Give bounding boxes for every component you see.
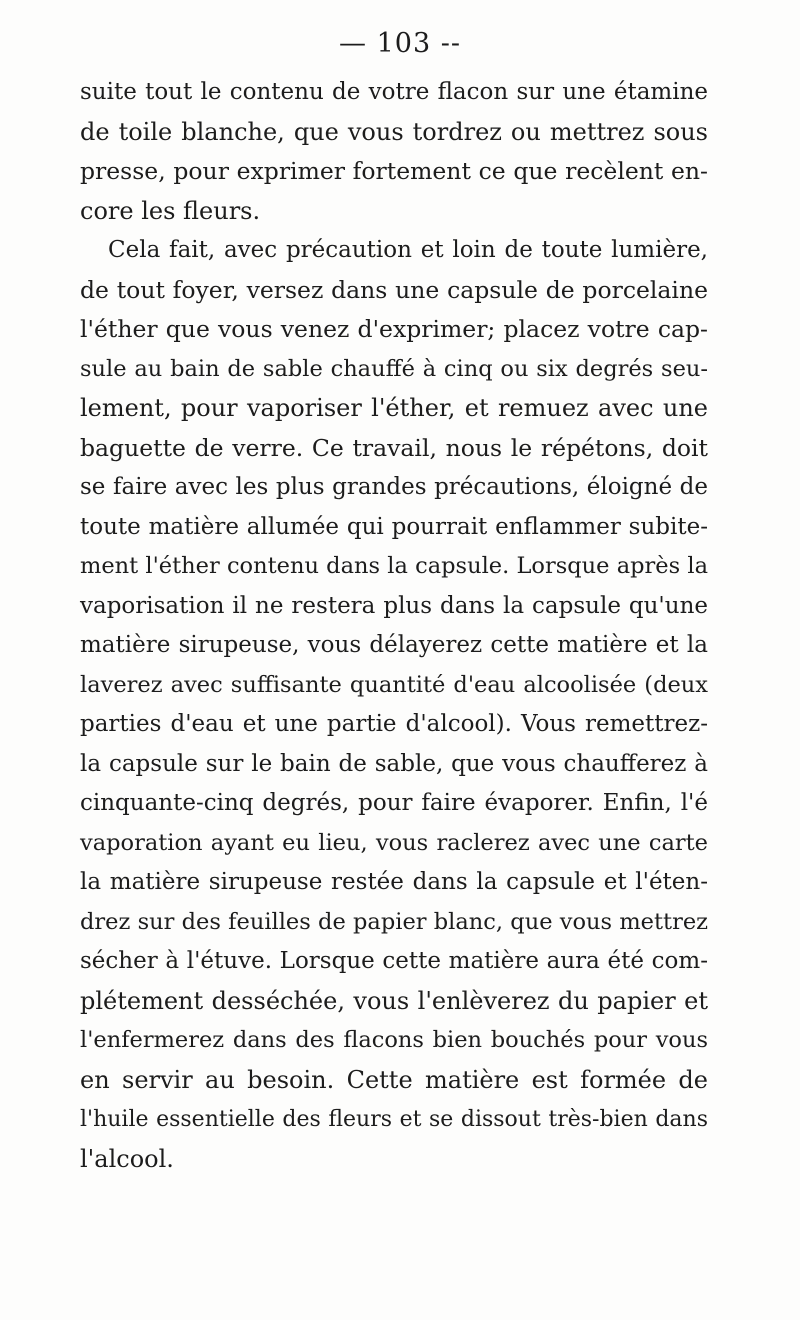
text-line: sécher à l'étuve. Lorsque cette matière aura été com- (80, 948, 708, 974)
text-line: drez sur des feuilles de papier blanc, que vous mettrez (80, 908, 708, 935)
text-line: presse, pour exprimer fortement ce que recèlent en- (80, 157, 708, 185)
text-line: core les fleurs. (80, 196, 261, 225)
text-line: vaporation ayant eu lieu, vous raclerez avec une carte (80, 829, 708, 856)
text-line: cinquante-cinq degrés, pour faire évaporer. Enfin, l'é (80, 790, 708, 816)
text-line: ment l'éther contenu dans la capsule. Lorsque après la (80, 553, 708, 579)
text-line: se faire avec les plus grandes précautions, éloigné de (80, 474, 708, 500)
text-line: l'éther que vous venez d'exprimer; placez votre cap- (80, 315, 708, 343)
text-line: l'huile essentielle des fleurs et se dissout très-bien dans (80, 1107, 708, 1132)
text-line: en servir au besoin. Cette matière est formée de (80, 1065, 708, 1094)
text-line: la capsule sur le bain de sable, que vous chaufferez à (80, 750, 708, 777)
text-line: laverez avec suffisante quantité d'eau alcoolisée (deux (80, 671, 708, 698)
text-line: sule au bain de sable chauffé à cinq ou six degrés seu- (80, 355, 708, 382)
text-line: suite tout le contenu de votre flacon sur une étamine (80, 79, 708, 105)
text-line: l'enfermerez dans des flacons bien bouchés pour vous (80, 1027, 708, 1053)
text-line: l'alcool. (80, 1144, 174, 1173)
text-line: de tout foyer, versez dans une capsule de porcelaine (80, 275, 708, 304)
body-text (80, 73, 708, 1179)
text-line: parties d'eau et une partie d'alcool). Vous remettrez- (80, 711, 708, 737)
text-line: vaporisation il ne restera plus dans la capsule qu'une (80, 592, 708, 619)
page-number: — 103 -- (339, 28, 461, 59)
text-line: baguette de verre. Ce travail, nous le répétons, doit (80, 433, 708, 462)
text-line: Cela fait, avec précaution et loin de toute lumière, (108, 237, 708, 263)
text-line: la matière sirupeuse restée dans la capsule et l'éten- (80, 869, 708, 895)
text-line: plétement desséchée, vous l'enlèverez du papier et (80, 986, 708, 1015)
text-line: lement, pour vaporiser l'éther, et remuez avec une (80, 394, 708, 422)
text-line: de toile blanche, que vous tordrez ou mettrez sous (80, 117, 708, 146)
text-line: matière sirupeuse, vous délayerez cette matière et la (80, 632, 708, 658)
text-line: toute matière allumée qui pourrait enflammer subite- (80, 513, 708, 540)
